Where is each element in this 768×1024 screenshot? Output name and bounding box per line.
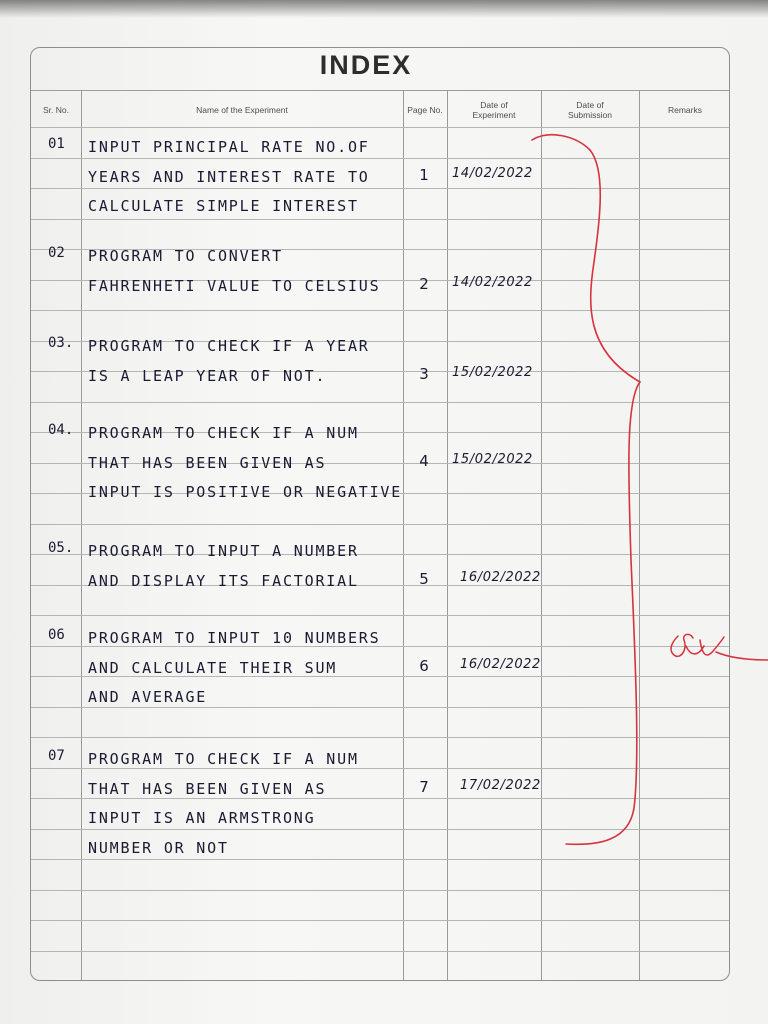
entry-page-no: 3 [419,364,429,383]
entry-date-of-experiment: 16/02/2022 [460,569,541,585]
entry-experiment-name-line: FAHRENHETI VALUE TO CELSIUS [88,276,381,295]
entry-date-of-experiment: 16/02/2022 [460,656,541,672]
entry-experiment-name-line: INPUT IS AN ARMSTRONG [88,809,316,827]
entry-experiment-name-line: INPUT IS POSITIVE OR NEGATIVE [88,483,403,501]
header-top-rule [31,90,729,91]
entry-experiment-name-line: AND CALCULATE THEIR SUM [88,658,338,677]
entry-experiment-name-line: NUMBER OR NOT [88,838,229,857]
ruled-line [31,768,729,769]
entry-experiment-name-line: YEARS AND INTEREST RATE TO [88,167,370,186]
entry-sr-no: 04. [48,422,74,438]
entry-page-no: 6 [419,656,429,675]
entry-sr-no: 05. [48,540,74,556]
ruled-line [31,524,729,525]
entry-page-no: 5 [419,569,429,588]
ruled-line [31,920,729,921]
column-divider [541,90,542,980]
header-page-no: Page No. [407,105,443,115]
ruled-line [31,951,729,952]
entry-experiment-name-line: THAT HAS BEEN GIVEN AS [88,453,327,472]
entry-experiment-name-line: THAT HAS BEEN GIVEN AS [88,779,327,798]
entry-page-no: 4 [419,451,429,470]
ruled-line [31,707,729,708]
entry-experiment-name-line: AND AVERAGE [88,688,208,706]
ruled-line [31,158,729,159]
ruled-line [31,127,729,128]
entry-sr-no: 03. [48,335,74,351]
entry-date-of-experiment: 15/02/2022 [452,364,533,380]
entry-experiment-name-line: CALCULATE SIMPLE INTEREST [88,197,359,215]
ruled-line [31,798,729,799]
entry-experiment-name-line: IS A LEAP YEAR OF NOT. [88,366,327,385]
ruled-line [31,219,729,220]
page-title: INDEX [319,50,413,80]
entry-sr-no: 07 [48,748,65,764]
entry-date-of-experiment: 15/02/2022 [452,451,533,467]
entry-date-of-experiment: 14/02/2022 [452,165,533,181]
entry-page-no: 1 [419,165,429,184]
entry-experiment-name-line: PROGRAM TO CHECK IF A NUM [88,750,359,768]
entry-sr-no: 02 [48,245,65,261]
entry-experiment-name-line: PROGRAM TO INPUT A NUMBER [88,542,359,560]
entry-experiment-name-line: PROGRAM TO CHECK IF A YEAR [88,337,370,355]
ruled-line [31,890,729,891]
header-date-of-experiment: Date of Experiment [472,100,516,120]
ruled-line [31,188,729,189]
entry-experiment-name-line: PROGRAM TO CHECK IF A NUM [88,424,359,442]
ruled-line [31,402,729,403]
header-remarks: Remarks [667,105,702,115]
header-sr-no: Sr. No. [43,105,69,115]
entry-experiment-name-line: PROGRAM TO INPUT 10 NUMBERS [88,629,381,647]
entry-sr-no: 01 [48,136,65,152]
entry-experiment-name-line: AND DISPLAY ITS FACTORIAL [88,571,359,590]
entry-page-no: 7 [419,777,429,796]
entry-date-of-experiment: 14/02/2022 [452,274,533,290]
entry-experiment-name-line: INPUT PRINCIPAL RATE NO.OF [88,138,370,156]
column-divider [639,90,640,980]
header-date-of-submission: Date of Submission [568,100,612,120]
column-divider [403,90,404,980]
ruled-line [31,859,729,860]
ruled-line [31,829,729,830]
column-divider [81,90,82,980]
page-shadow [0,0,768,18]
entry-experiment-name-line: PROGRAM TO CONVERT [88,247,283,265]
ruled-line [31,737,729,738]
ruled-line [31,310,729,311]
column-divider [447,90,448,980]
entry-page-no: 2 [419,274,429,293]
entry-sr-no: 06 [48,627,65,643]
entry-date-of-experiment: 17/02/2022 [460,777,541,793]
header-experiment-name: Name of the Experiment [196,105,288,115]
ruled-line [31,615,729,616]
